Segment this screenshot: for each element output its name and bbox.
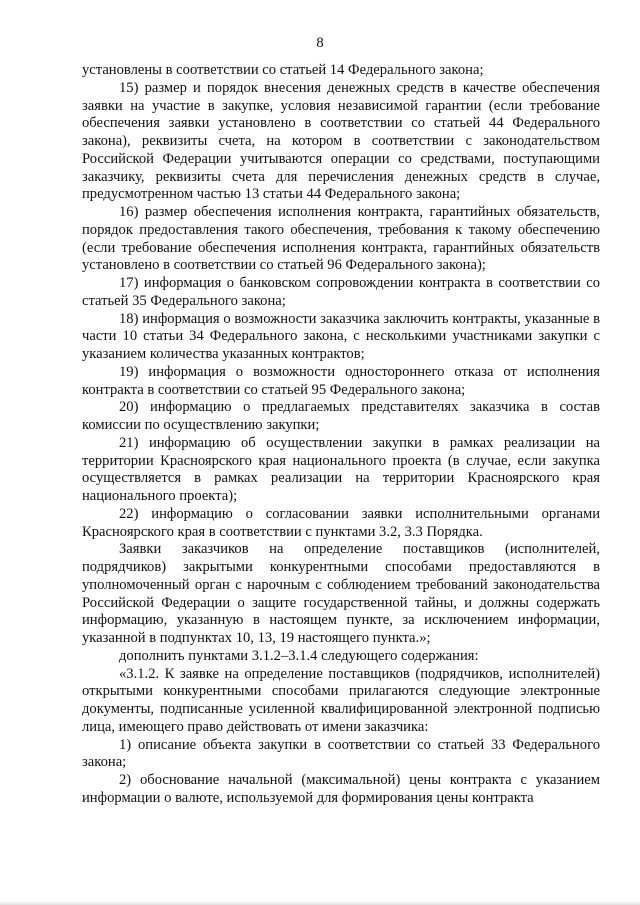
document-body bbox=[82, 62, 600, 808]
paragraph: 1) описание объекта закупки в соответствии со статьей 33 Федерального закона; bbox=[82, 736, 600, 771]
page-number: 8 bbox=[316, 35, 324, 51]
paragraph: 21) информацию об осуществлении закупки в рамках реализации на территории Красноярского края национального проекта (в случае, если закупка осуществляется в рамках реализации на территории Красноярского края национального проекта); bbox=[82, 434, 600, 504]
paragraph: 20) информацию о предлагаемых представителях заказчика в состав комиссии по осуществлению закупки; bbox=[82, 399, 600, 433]
scan-bottom-edge bbox=[0, 901, 640, 905]
paragraph: 19) информация о возможности одностороннего отказа от исполнения контракта в соответствии со статьей 95 Федерального закона; bbox=[82, 363, 600, 398]
paragraph: установлены в соответствии со статьей 14 Федерального закона; bbox=[82, 62, 484, 78]
paragraph: Заявки заказчиков на определение поставщиков (исполнителей, подрядчиков) закрытыми конкурентными способами предоставляются в уполномоченный орган с нарочным с соблюдением требований законодательства Российской Федерации о защите государственной тайны, и должны содержать информацию, указанную в настоящем пункте, за исключением информации, указанной в подпунктах 10, 13, 19 настоящего пункта.»; bbox=[82, 541, 600, 646]
paragraph: 2) обоснование начальной (максимальной) цены контракта с указанием информации о валюте, используемой для формирования цены контракта bbox=[82, 772, 600, 806]
paragraph: 16) размер обеспечения исполнения контракта, гарантийных обязательств, порядок предоставления такого обеспечения, требования к такому обеспечению (если требование обеспечения исполнения контракта, гарантийных обязательств установлено в соответствии со статьей 96 Федерального закона); bbox=[82, 204, 600, 274]
paragraph: 17) информация о банковском сопровождении контракта в соответствии со статьей 35 Федерального закона; bbox=[82, 275, 600, 309]
paragraph: 15) размер и порядок внесения денежных средств в качестве обеспечения заявки на участие в закупке, условия независимой гарантии (если требование обеспечения заявки установлено в соответствии со статьей 44 Федерального закона), реквизиты счета, на котором в соответствии с законодательством Российской Федерации учитываются операции со средствами, поступающими заказчику, реквизиты счета для перечисления денежных средств в случае, предусмотренном частью 13 статьи 44 Федерального закона; bbox=[82, 79, 600, 203]
paragraph: 22) информацию о согласовании заявки исполнительными органами Красноярского края в соответствии с пунктами 3.2, 3.3 Порядка. bbox=[82, 505, 600, 540]
paragraph: 18) информация о возможности заказчика заключить контракты, указанные в части 10 статьи 34 Федерального закона, с несколькими участниками закупки с указанием количества указанных контрактов; bbox=[82, 310, 600, 362]
paragraph: «3.1.2. К заявке на определение поставщиков (подрядчиков, исполнителей) открытыми конкурентными способами прилагаются следующие электронные документы, подписанные усиленной квалифицированной электронной подписью лица, имеющего право действовать от имени заказчика: bbox=[82, 665, 600, 735]
paragraph: дополнить пунктами 3.1.2–3.1.4 следующего содержания: bbox=[119, 647, 479, 664]
